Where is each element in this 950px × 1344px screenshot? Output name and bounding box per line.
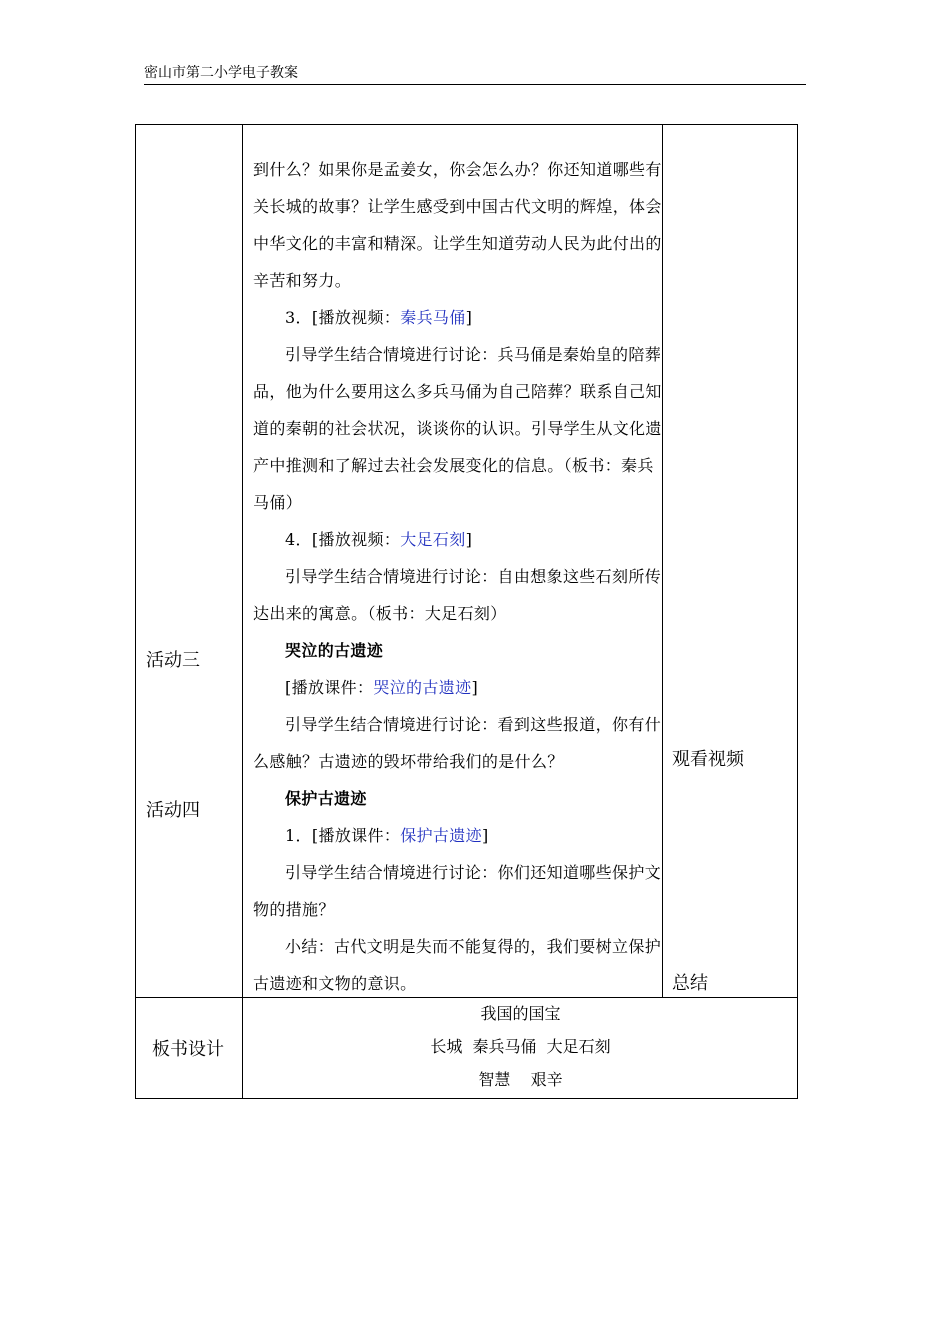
section-heading-crying-relics: 哭泣的古遗迹: [285, 641, 384, 660]
paragraph: 引导学生结合情境进行讨论：你们还知道哪些保护文物的措施？: [253, 863, 662, 919]
lesson-table: [135, 124, 798, 1099]
crying-relics-courseware-link[interactable]: 哭泣的古遗迹: [373, 678, 472, 697]
activity-three-label: 活动三: [146, 650, 200, 671]
dazu-video-link[interactable]: 大足石刻: [400, 530, 466, 549]
lesson-content: [253, 151, 663, 1002]
courseware-line-crying-relics: [播放课件：哭泣的古遗迹]: [285, 678, 479, 697]
video-line-dazu: 4．[播放视频：大足石刻]: [285, 530, 473, 549]
paragraph: 小结：古代文明是失而不能复得的，我们要树立保护古遗迹和文物的意识。: [253, 937, 662, 993]
watch-video-label: 观看视频: [672, 749, 744, 770]
summary-label: 总结: [672, 973, 708, 994]
board-line-3: 智慧 艰辛: [478, 1070, 563, 1089]
protect-relics-courseware-link[interactable]: 保护古遗迹: [400, 826, 482, 845]
header-title: 密山市第二小学电子教案: [144, 65, 298, 81]
paragraph: 到什么？如果你是孟姜女，你会怎么办？你还知道哪些有关长城的故事？让学生感受到中国古代文明的辉煌，体会中华文化的丰富和精深。让学生知道劳动人民为此付出的辛苦和努力。: [253, 160, 662, 290]
video-line-terracotta: 3．[播放视频：秦兵马俑]: [285, 308, 473, 327]
section-heading-protect-relics: 保护古遗迹: [285, 789, 367, 808]
paragraph: 引导学生结合情境进行讨论：自由想象这些石刻所传达出来的寓意。（板书：大足石刻）: [253, 567, 662, 623]
board-line-2: 长城 秦兵马俑 大足石刻: [430, 1037, 611, 1056]
board-design-label: 板书设计: [152, 1039, 224, 1060]
paragraph: 引导学生结合情境进行讨论：兵马俑是秦始皇的陪葬品，他为什么要用这么多兵马俑为自己陪葬？联系自己知道的秦朝的社会状况，谈谈你的认识。引导学生从文化遗产中推测和了解过去社会发展变化的信息。（板书：秦兵马俑）: [253, 345, 662, 512]
courseware-line-protect-relics: 1．[播放课件：保护古遗迹]: [285, 826, 489, 845]
activity-four-label: 活动四: [146, 800, 200, 821]
page-header: [144, 62, 806, 85]
terracotta-video-link[interactable]: 秦兵马俑: [400, 308, 466, 327]
paragraph: 引导学生结合情境进行讨论：看到这些报道，你有什么感触？古遗迹的毁坏带给我们的是什么？: [253, 715, 662, 771]
board-line-1: 我国的国宝: [480, 1004, 561, 1023]
board-design: [243, 997, 798, 1096]
column-divider-left: [242, 125, 243, 1098]
